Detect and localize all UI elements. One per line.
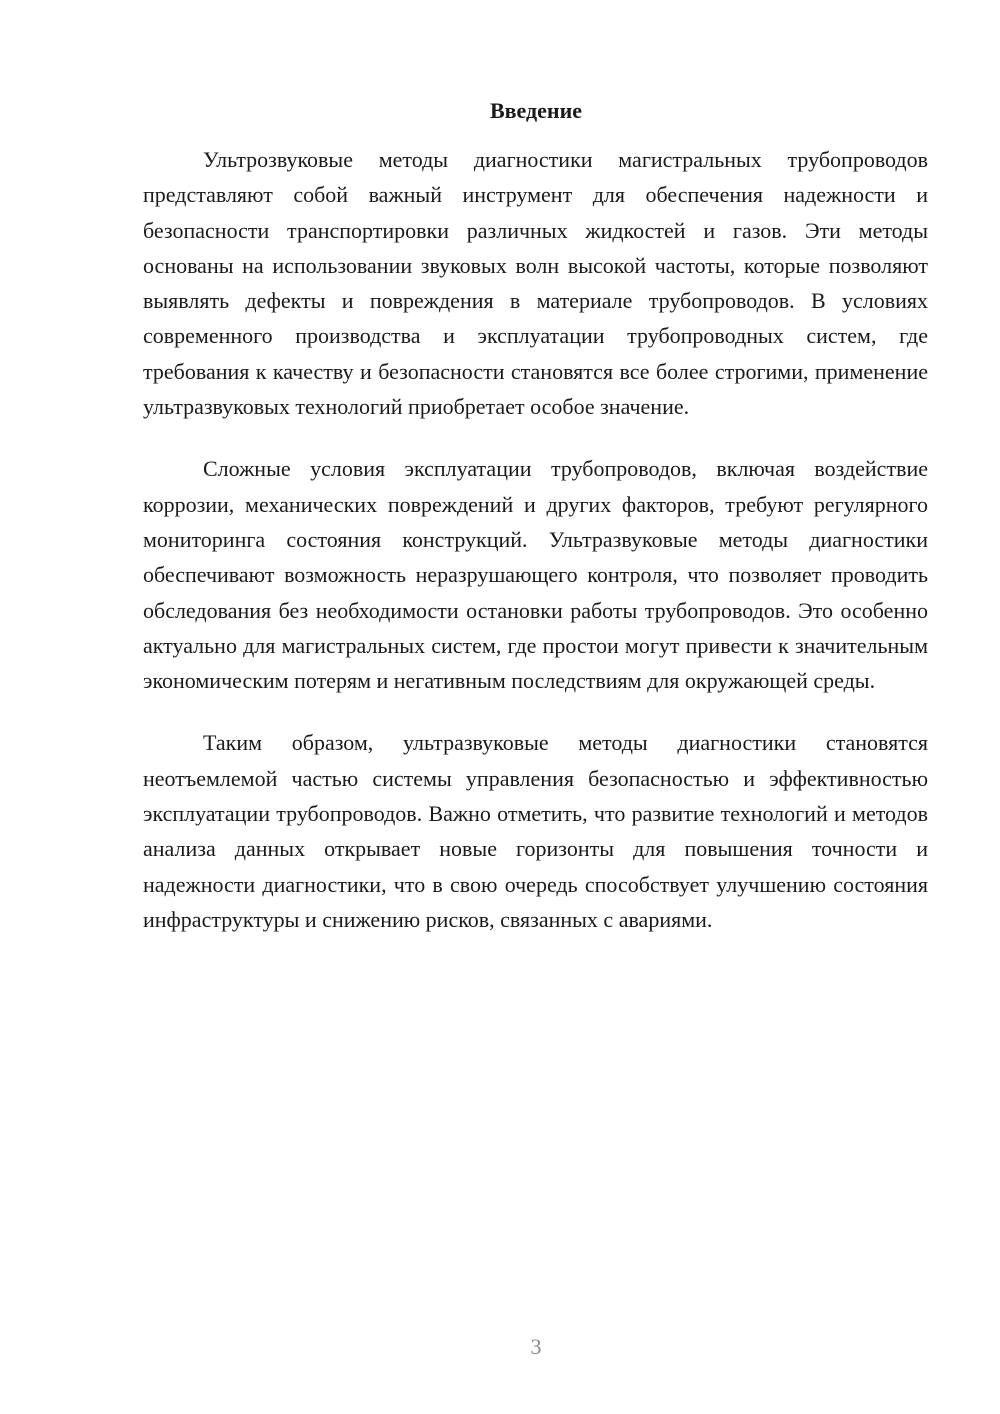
paragraph-3: Таким образом, ультразвуковые методы диагностики становятся неотъемлемой частью системы управления безопасностью и эффективностью эксплуатации трубопроводов. Важно отметить, что развитие технологий и методов анализа данных открывает новые горизонты для повышения точности и надежности диагностики, что в свою очередь способствует улучшению состояния инфраструктуры и снижению рисков, связанных с авариями. bbox=[143, 730, 928, 932]
section-title: Введение bbox=[489, 98, 583, 123]
paragraph-2: Сложные условия эксплуатации трубопроводов, включая воздействие коррозии, механических повреждений и других факторов, требуют регулярного мониторинга состояния конструкций. Ультразвуковые методы диагностики обеспечивают возможность неразрушающего контроля, что позволяет проводить обследования без необходимости остановки работы трубопроводов. Это особенно актуально для магистральных систем, где простои могут привести к значительным экономическим потерям и негативным последствиям для окружающей среды. bbox=[143, 456, 928, 694]
body-text bbox=[143, 142, 928, 964]
paragraph-1: Ультрозвуковые методы диагностики магистральных трубопроводов представляют собой важный инструмент для обеспечения надежности и безопасности транспортировки различных жидкостей и газов. Эти методы основаны на использовании звуковых волн высокой частоты, которые позволяют выявлять дефекты и повреждения в материале трубопроводов. В условиях современного производства и эксплуатации трубопроводных систем, где требования к качеству и безопасности становятся все более строгими, применение ультразвуковых технологий приобретает особое значение. bbox=[143, 147, 928, 420]
page-number: 3 bbox=[530, 1334, 542, 1359]
